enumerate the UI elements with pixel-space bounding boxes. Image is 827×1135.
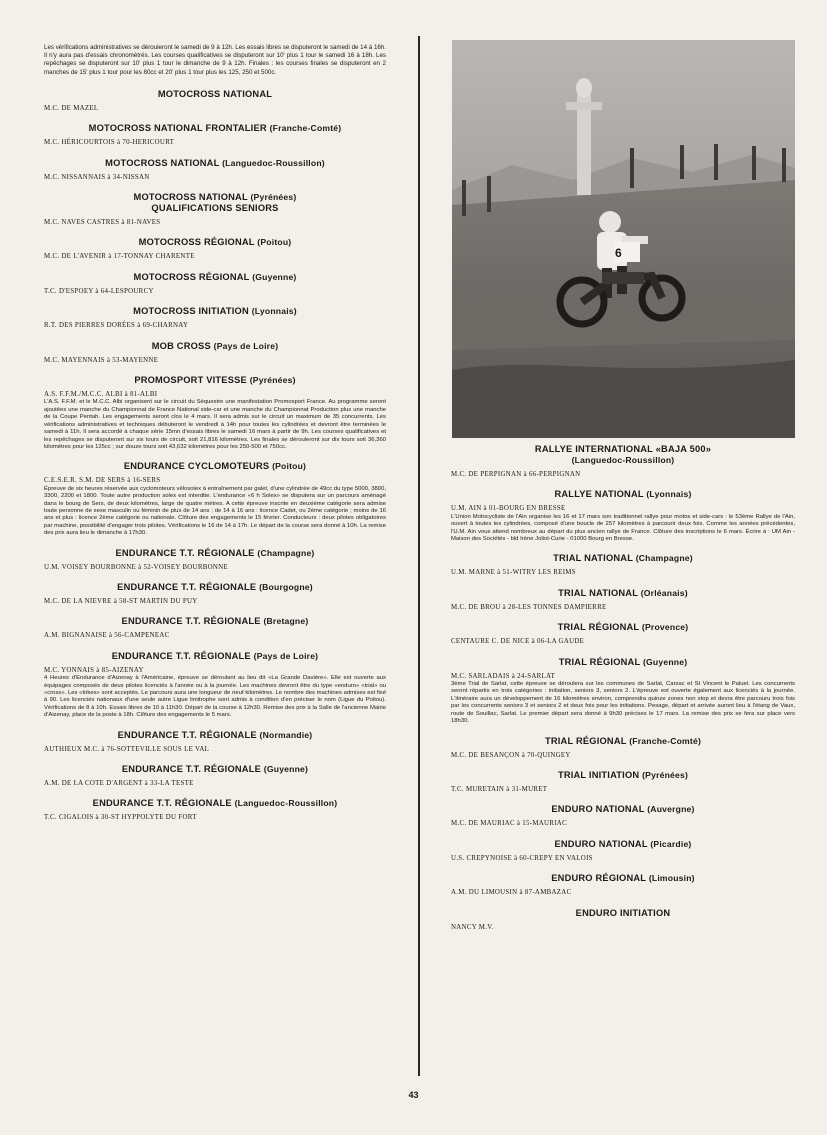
event-region: (Languedoc-Roussillon) — [571, 455, 675, 465]
club-line: NANCY M.V. — [451, 923, 494, 931]
club-line: C.E.S.E.R. S.M. DE SERS à 16-SERS — [44, 477, 161, 485]
intro-paragraph: Les vérifications administratives se dérouleront le samedi de 9 à 12h. Les essais libres se disputeront le samedi de 14 à 16h. Il n'y aura pas d'essais chronométrés. Les courses qualificatives se disputeront sur 10' plus 1 tour le samedi 16 à 18h. Les repêchages se disputeront sur 10' plus 1 tour le dimanche de 9 à 12h. Finales : les courses finales se disputeront en 2 manches de 15' plus 1 tour pour les 80cc et 20' plus 1 tour plus les 125, 250 et 500c. — [44, 44, 386, 76]
event-title: ENDURANCE T.T. RÉGIONALE (Bretagne) — [121, 616, 309, 627]
event-title: ENDURO INITIATION — [575, 907, 671, 918]
event-entry — [451, 588, 795, 612]
event-entry — [44, 341, 386, 365]
event-region: (Pyrénées) — [642, 769, 689, 780]
event-entry — [451, 657, 795, 726]
club-line: T.C. MURETAIN à 31-MURET — [451, 785, 548, 793]
club-line: R.T. DES PIERRES DORÉES à 69-CHARNAY — [44, 322, 189, 330]
event-region: (Champagne) — [635, 553, 693, 564]
event-entry — [44, 548, 386, 572]
club-line: M.C. DE PERPIGNAN à 66-PERPIGNAN — [451, 471, 581, 478]
club-line: U.M. MARNE à 51-WITRY LES REIMS — [451, 569, 576, 577]
event-entry — [451, 873, 795, 897]
event-entry — [44, 123, 386, 147]
event-entry — [44, 237, 386, 261]
club-line: T.C. D'ESPOEY à 64-LESPOURCY — [44, 287, 154, 295]
event-entry — [44, 616, 386, 640]
event-region: (Bourgogne) — [259, 581, 313, 592]
svg-text:6: 6 — [615, 246, 622, 260]
club-line: U.M. VOISEY BOURBONNE à 52-VOISEY BOURBONNE — [44, 563, 228, 571]
event-title: MOTOCROSS NATIONAL (Languedoc-Roussillon) — [105, 157, 325, 168]
club-line: A.S. F.F.M./M.C.C. ALBI à 81-ALBI — [44, 391, 158, 399]
event-title: TRIAL NATIONAL (Orléanais) — [558, 587, 688, 598]
event-title: MOTOCROSS RÉGIONAL (Guyenne) — [133, 271, 297, 282]
event-entry — [451, 770, 795, 794]
club-line: M.C. DE L'AVENIR à 17-TONNAY CHARENTE — [44, 253, 195, 261]
event-region: (Languedoc-Roussillon) — [222, 157, 325, 168]
club-line: M.C. MAYENNAIS à 53-MAYENNE — [44, 356, 159, 364]
club-line: M.C. SARLADAIS à 24-SARLAT — [451, 672, 556, 680]
event-entry — [44, 272, 386, 296]
event-title: ENDURANCE T.T. RÉGIONALE (Languedoc-Roussillon) — [92, 798, 338, 809]
event-title: ENDURO NATIONAL (Picardie) — [554, 838, 692, 849]
event-region: (Lyonnais) — [251, 306, 297, 317]
event-description: L'A.S. F.F.M. et le M.C.C. Albi organisent sur le circuit du Séquestre une manifestation Promosport France. Au programme seront ajoutées une manche du Championnat de France National side-car et une manche du Championnat Production plus une manche de la Coupe Pentah. Les engagements seront clos le 4 mars. Il sera admis sur le circuit un maximum de 35 concurrents. Les vérifications administratives et techniques débuteront le vendredi à 14h pour toutes les cylindrées et devront être terminées le samedi à 11h. Il sera accordé à chaque série 15mn d'essais libres le samedi 16 mars à partir de 9h. Les courses qualificatives et les repêchages se disputeront sur six tours de circuit, soit 21,816 kilomètres. Les finales se dérouleront sur dix tours soit 36,360 kilomètres pour les 125cc ; sur douze tours soit 43,632 kilomètres pour les 250-500 et 750cc. — [44, 399, 386, 450]
event-title: ENDURANCE T.T. RÉGIONALE (Normandie) — [117, 729, 313, 740]
event-entry — [44, 306, 386, 330]
event-region: (Guyenne) — [263, 764, 309, 775]
event-entry — [44, 158, 386, 182]
event-region: (Guyenne) — [252, 271, 297, 282]
club-line: M.C. DE LA NIEVRE à 58-ST MARTIN DU PUY — [44, 597, 198, 605]
event-region: (Champagne) — [257, 547, 315, 558]
event-title: ENDURANCE T.T. RÉGIONALE (Guyenne) — [121, 764, 309, 775]
event-entry — [451, 839, 795, 863]
event-entry — [44, 89, 386, 113]
event-region: (Limousin) — [648, 873, 695, 884]
club-line: M.C. DE BESANÇON à 70-QUINGEY — [451, 751, 571, 759]
event-description: L'Union Motocycliste de l'Ain organise les 16 et 17 mars son traditionnel rallye pour motos et side-cars : le 53ème Rallye de l'Ain, ouvert à toutes les cylindrées, composé d'une boucle de 257 kilomètres à parcourir deux fois. Comme les années précédentes, l'U.M. Ain vous attend nombreux au départ du plus ancien rallye de France. Clôture des inscriptions le 6 mars. Écrire à : UM Ain - Maison des Sociétés - bld Irène Joliot-Curie - 01000 Bourg en Bresse. — [451, 513, 795, 543]
event-title: ENDURO RÉGIONAL (Limousin) — [551, 873, 695, 884]
event-title: MOTOCROSS RÉGIONAL (Poitou) — [138, 237, 292, 248]
event-entry — [44, 730, 386, 754]
event-region: (Poitou) — [272, 461, 307, 472]
club-line: M.C. DE MAZEL — [44, 104, 99, 112]
right-column — [451, 444, 795, 942]
club-line: U.S. CREPYNOISE à 60-CREPY EN VALOIS — [451, 854, 593, 862]
event-region: (Bretagne) — [263, 616, 309, 627]
event-entry — [44, 582, 386, 606]
event-title: TRIAL RÉGIONAL (Franche-Comté) — [544, 735, 702, 746]
club-line: M.C. YONNAIS à 85-AIZENAY — [44, 666, 144, 674]
event-region: (Orléanais) — [640, 587, 688, 598]
club-line: M.C. NAVES CASTRES à 81-NAVES — [44, 219, 161, 227]
club-line: T.C. CIGALOIS à 30-ST HYPPOLYTE DU FORT — [44, 814, 197, 822]
event-region: (Franche-Comté) — [269, 123, 342, 134]
event-entry — [44, 461, 386, 537]
event-title: TRIAL NATIONAL (Champagne) — [553, 553, 693, 564]
event-description: Épreuve de six heures réservée aux cyclomoteurs vélosolex à entraînement par galet, d'une cylindrée de 49cc du type 5000, 3800, 3300, 2200 et 1800. Toute autre production solex est interdite. L'endurance «6 h Solex» se disputera sur un parcours aménagé dans le bourg de Sers, de deux kilomètres, large de quatre mètres. A cette épreuve inscrite en deuxième catégorie sera admise toute personne de sexe masculin ou féminin de plus de 14 ans ; de 14 à 16 ans : licence Cadet, ou 2ème catégorie ; moins de 16 ans et plus : licence 2ème catégorie ou nationale. Clôture des engagements le 15 février. Conducteurs : deux pilotes obligatoires par machine, possibilité d'engager trois pilotes. Vérifications le 16 de 14 à 17h. Le départ de la course sera donné à 10h. La remise des prix aura lieu le dimanche à 17h30. — [44, 485, 386, 537]
event-region: (Guyenne) — [642, 656, 688, 667]
event-title: ENDURANCE T.T. RÉGIONALE (Champagne) — [115, 547, 315, 558]
event-entry — [451, 622, 795, 646]
event-entry — [44, 798, 386, 822]
event-region: (Pays de Loire) — [253, 650, 319, 661]
club-line: M.C. DE MAURIAC à 15-MAURIAC — [451, 820, 567, 828]
club-line: A.M. DU LIMOUSIN à 87-AMBAZAC — [451, 889, 572, 897]
event-region: (Provence) — [641, 622, 689, 633]
event-title: PROMOSPORT VITESSE (Pyrénées) — [134, 375, 296, 386]
event-entry — [451, 908, 795, 932]
event-entry — [44, 651, 386, 720]
event-title: ENDURANCE CYCLOMOTEURS (Poitou) — [123, 461, 307, 472]
event-region: (Languedoc-Roussillon) — [234, 798, 338, 809]
club-line: A.M. DE LA COTE D'ARGENT à 33-LA TESTE — [44, 780, 194, 788]
event-title: TRIAL INITIATION (Pyrénées) — [557, 769, 689, 780]
event-region: (Picardie) — [650, 838, 692, 849]
club-line: M.C. DE BROU à 28-LES TONNES DAMPIERRE — [451, 603, 607, 611]
event-description: 3ème Trial de Sarlat, cette épreuve se déroulera sur les communes de Sarlat, Carsac et St Vincent le Paluel. Les concurrents seront répartis en trois catégories : initiation, seniors 3, seniors 2. L'épreuve est ouverte également aux licenciés à la journée. L'itinéraire aura un développement de 16 kilomètres environ, comprendra quinze zones non stop et devra être parcouru trois fois par les concurrents seniors 3 et seniors 2 et deux fois pour les initiations. Pesage, départ et arrivée auront lieu à l'étang de Vaux, route de Souillac, Sarlat. Le premier départ sera donné à 9h30 précises le 17 mars. La remise des prix se fera sur place vers 18h30. — [451, 681, 795, 725]
left-column — [44, 44, 386, 833]
event-region: (Lyonnais) — [646, 489, 692, 500]
club-line: M.C. HÉRICOURTOIS à 70-HERICOURT — [44, 139, 175, 147]
event-title: MOTOCROSS INITIATION (Lyonnais) — [133, 306, 297, 317]
event-entry — [44, 192, 386, 227]
club-line: U.M. AIN à 01-BOURG EN BRESSE — [451, 505, 566, 513]
event-title: RALLYE INTERNATIONAL «BAJA 500» (Languedoc-Roussillon) — [451, 444, 795, 466]
event-subtitle: QUALIFICATIONS SENIORS — [151, 203, 279, 214]
club-line: M.C. NISSANNAIS à 34-NISSAN — [44, 173, 150, 181]
event-title: MOTOCROSS NATIONAL — [157, 88, 273, 99]
event-title: MOB CROSS (Pays de Loire) — [151, 340, 279, 351]
rider-illustration — [452, 40, 795, 438]
event-title: TRIAL RÉGIONAL (Guyenne) — [558, 656, 688, 667]
event-region: (Auvergne) — [647, 804, 695, 815]
event-region: (Franche-Comté) — [629, 735, 702, 746]
event-entry — [451, 736, 795, 760]
club-line: A.M. BIGNANAISE à 56-CAMPENEAC — [44, 632, 170, 640]
event-region: (Pyrénées) — [250, 192, 297, 203]
event-entry — [451, 553, 795, 577]
event-region: (Pyrénées) — [249, 375, 296, 386]
event-title: ENDURO NATIONAL (Auvergne) — [551, 804, 695, 815]
event-region: (Normandie) — [259, 729, 313, 740]
event-title: RALLYE NATIONAL (Lyonnais) — [554, 489, 692, 500]
club-line: CENTAURE C. DE NICE à 06-LA GAUDE — [451, 638, 585, 646]
event-description: 4 Heures d'Endurance d'Aizenay à l'Américaine, épreuve se déroulant au lieu dit «La Grande Davière». Elle est ouverte aux équipages composés de deux pilotes licenciés à l'année ou à la journée. Les machines devront être du type «enduro» «trial» ou «cross». Les «trikes» sont acceptés. Le parcours aura une longueur de neuf kilomètres. Le nombre des machines admises est fixé à 90. Les licenciés nationaux d'une seule autre Ligue limitrophe sont admis à condition d'en préciser le nom (Ligue du Poitou). Vérifications de 8 à 10h. Essais libres de 10 à 11h30. Départ de la course à 12h30. Remise des prix à la Salle de l'ancienne Mairie d'Aizenay, place de la poste à 18h. Clôture des engagements le 5 mars. — [44, 675, 386, 719]
event-entry — [451, 804, 795, 828]
event-region: (Pays de Loire) — [213, 340, 279, 351]
page-number: 43 — [408, 1090, 419, 1100]
column-divider — [418, 36, 420, 1076]
event-title: TRIAL RÉGIONAL (Provence) — [557, 622, 689, 633]
event-title: MOTOCROSS NATIONAL (Pyrénées) QUALIFICATIONS SENIORS — [44, 192, 386, 214]
event-entry — [451, 444, 795, 479]
event-entry — [44, 375, 386, 451]
motocross-photo — [452, 40, 795, 438]
event-title: ENDURANCE T.T. RÉGIONALE (Bourgogne) — [117, 581, 313, 592]
event-entry — [44, 764, 386, 788]
event-region: (Poitou) — [257, 237, 292, 248]
event-entry — [451, 489, 795, 543]
club-line: AUTHIEUX M.C. à 76-SOTTEVILLE SOUS LE VAL — [44, 745, 210, 753]
event-title: ENDURANCE T.T. RÉGIONALE (Pays de Loire) — [111, 650, 319, 661]
event-title: MOTOCROSS NATIONAL FRONTALIER (Franche-Comté) — [88, 123, 342, 134]
